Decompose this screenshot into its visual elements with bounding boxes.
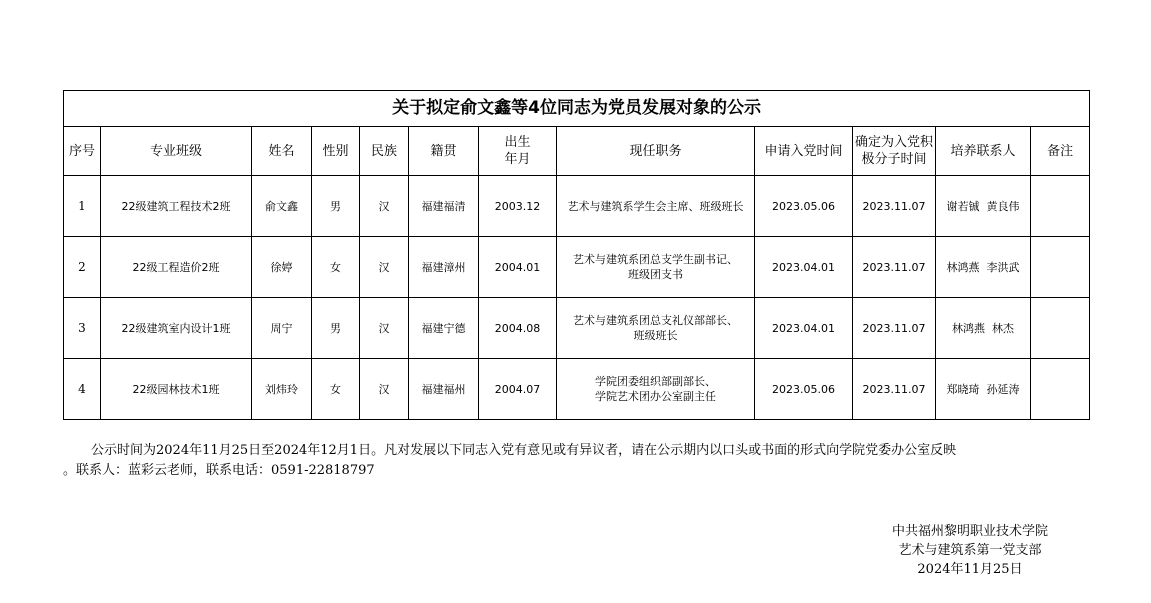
cell-origin: 福建福州 [409,359,479,420]
cell-apply-date: 2023.04.01 [755,298,853,359]
cell-class: 22级建筑室内设计1班 [101,298,252,359]
cell-index: 2 [64,237,101,298]
cell-apply-date: 2023.05.06 [755,176,853,237]
cell-remarks [1031,359,1090,420]
header-name: 姓名 [252,127,312,176]
header-remarks: 备注 [1031,127,1090,176]
table-row [64,298,1090,359]
cell-birth: 2004.01 [479,237,557,298]
cell-origin: 福建福清 [409,176,479,237]
cell-origin: 福建漳州 [409,237,479,298]
cell-class: 22级工程造价2班 [101,237,252,298]
cell-ethnicity: 汉 [360,237,409,298]
signature-date: 2024年11月25日 [917,562,1023,577]
header-class: 专业班级 [101,127,252,176]
notice-line-1: 公示时间为2024年11月25日至2024年12月1日。凡对发展以下同志入党有意见或有异议者，请在公示期内以口头或书面的形式向学院党委办公室反映 [91,443,957,458]
cell-gender: 男 [312,176,360,237]
header-gender: 性别 [312,127,360,176]
cell-class: 22级园林技术1班 [101,359,252,420]
cell-position: 学院团委组织部副部长、 学院艺术团办公室副主任 [557,359,755,420]
cell-ethnicity: 汉 [360,176,409,237]
cell-name: 刘炜玲 [252,359,312,420]
cell-gender: 女 [312,359,360,420]
cell-position: 艺术与建筑系学生会主席、班级班长 [557,176,755,237]
cell-origin: 福建宁德 [409,298,479,359]
cell-remarks [1031,298,1090,359]
cell-ethnicity: 汉 [360,298,409,359]
cell-position: 艺术与建筑系团总支礼仪部部长、 班级班长 [557,298,755,359]
cell-position: 艺术与建筑系团总支学生副书记、 班级团支书 [557,237,755,298]
cell-activist-date: 2023.11.07 [853,237,936,298]
cell-activist-date: 2023.11.07 [853,298,936,359]
signature-org-1: 中共福州黎明职业技术学院 [891,524,1048,539]
cell-contacts: 谢若铖 黄良伟 [936,176,1031,237]
cell-apply-date: 2023.05.06 [755,359,853,420]
cell-index: 3 [64,298,101,359]
header-index: 序号 [64,127,101,176]
cell-birth: 2003.12 [479,176,557,237]
cell-activist-date: 2023.11.07 [853,176,936,237]
cell-apply-date: 2023.04.01 [755,237,853,298]
header-activist-date: 确定为入党积 极分子时间 [853,127,936,176]
header-origin: 籍贯 [409,127,479,176]
cell-name: 周宁 [252,298,312,359]
header-birth: 出生 年月 [479,127,557,176]
page-title: 关于拟定俞文鑫等4位同志为党员发展对象的公示 [64,91,1090,127]
cell-remarks [1031,176,1090,237]
cell-birth: 2004.07 [479,359,557,420]
signature-block [860,522,1080,579]
header-ethnicity: 民族 [360,127,409,176]
table-row [64,176,1090,237]
signature-org-2: 艺术与建筑系第一党支部 [898,543,1042,558]
cell-index: 1 [64,176,101,237]
table-row [64,237,1090,298]
header-contacts: 培养联系人 [936,127,1031,176]
cell-contacts: 郑晓琦 孙延涛 [936,359,1031,420]
cell-gender: 男 [312,298,360,359]
table-row [64,359,1090,420]
cell-birth: 2004.08 [479,298,557,359]
notice-line-2: 。联系人：蓝彩云老师，联系电话：0591-22818797 [63,463,375,478]
cell-name: 俞文鑫 [252,176,312,237]
cell-remarks [1031,237,1090,298]
cell-activist-date: 2023.11.07 [853,359,936,420]
notice-text [63,441,1093,481]
cell-contacts: 林鸿燕 林杰 [936,298,1031,359]
header-position: 现任职务 [557,127,755,176]
announcement-table-container [63,90,1089,420]
header-apply-date: 申请入党时间 [755,127,853,176]
cell-ethnicity: 汉 [360,359,409,420]
cell-contacts: 林鸿燕 李洪武 [936,237,1031,298]
cell-name: 徐婷 [252,237,312,298]
header-row [64,127,1090,176]
cell-index: 4 [64,359,101,420]
announcement-table [63,90,1090,420]
cell-class: 22级建筑工程技术2班 [101,176,252,237]
cell-gender: 女 [312,237,360,298]
